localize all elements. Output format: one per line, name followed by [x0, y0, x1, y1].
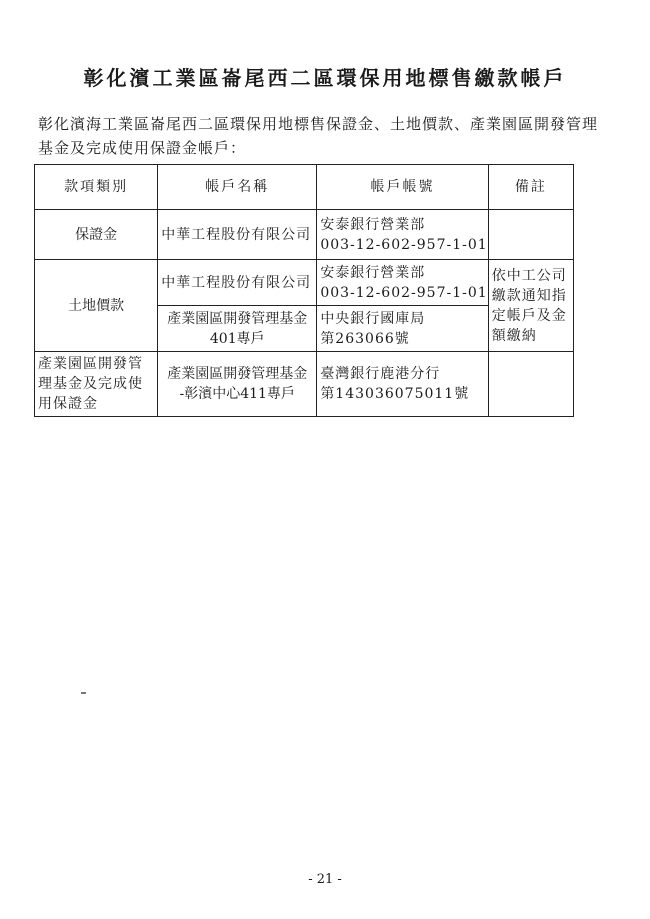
- note-line: 定帳戶及金: [491, 307, 567, 324]
- intro-line-1: 彰化濱海工業區崙尾西二區環保用地標售保證金、土地價款、產業園區開發管理: [38, 115, 599, 133]
- account-number-cell: [317, 306, 488, 352]
- header-account-name: 帳戶名稱: [158, 165, 317, 210]
- account-name-cell: 中華工程股份有限公司: [158, 210, 317, 260]
- payment-accounts-table: [34, 164, 574, 417]
- account-name-cell: 中華工程股份有限公司: [158, 260, 317, 306]
- scan-speck: [81, 692, 86, 694]
- table-row: [35, 352, 574, 417]
- note-line: 繳款通知指: [491, 287, 567, 304]
- intro-line-2: 基金及完成使用保證金帳戶：: [38, 139, 247, 157]
- table-row: [35, 210, 574, 260]
- page-number: - 21 -: [308, 872, 342, 887]
- table-row: [35, 260, 574, 306]
- account-name-line: 401專戶: [209, 330, 265, 347]
- note-cell: [488, 352, 573, 417]
- bank-name: 安泰銀行營業部: [320, 264, 426, 281]
- category-line: 理基金及完成使: [38, 376, 143, 392]
- bank-name: 安泰銀行營業部: [320, 216, 426, 233]
- note-cell: [488, 210, 573, 260]
- account-number: 003-12-602-957-1-01: [320, 284, 488, 301]
- account-name-cell: [158, 306, 317, 352]
- category-cell: 保證金: [35, 210, 158, 260]
- category-cell: [35, 352, 158, 417]
- note-line: 依中工公司: [491, 267, 567, 284]
- header-note: 備註: [488, 165, 573, 210]
- table-header-row: [35, 165, 574, 210]
- page-title: 彰化濱工業區崙尾西二區環保用地標售繳款帳戶: [83, 66, 567, 90]
- header-category: 款項類別: [35, 165, 158, 210]
- account-name-line: 產業園區開發管理基金: [167, 366, 308, 382]
- note-line: 額繳納: [491, 327, 537, 344]
- account-number-cell: [317, 352, 488, 417]
- intro-paragraph: [38, 112, 598, 160]
- category-line: 產業園區開發管: [38, 356, 143, 372]
- bank-name: 中央銀行國庫局: [320, 310, 426, 327]
- header-account-number: 帳戶帳號: [317, 165, 488, 210]
- bank-name: 臺灣銀行鹿港分行: [320, 366, 441, 382]
- account-number-cell: [317, 260, 488, 306]
- account-number-cell: [317, 210, 488, 260]
- note-cell: [488, 260, 573, 352]
- category-cell: 土地價款: [35, 260, 158, 352]
- account-number: 第263066號: [320, 330, 410, 347]
- account-name-line: 產業園區開發管理基金: [167, 310, 308, 327]
- account-name-cell: [158, 352, 317, 417]
- account-number: 第143036075011號: [320, 386, 470, 402]
- account-name-line: -彰濱中心411專戶: [179, 386, 295, 402]
- category-line: 用保證金: [38, 396, 98, 412]
- account-number: 003-12-602-957-1-01: [320, 236, 488, 253]
